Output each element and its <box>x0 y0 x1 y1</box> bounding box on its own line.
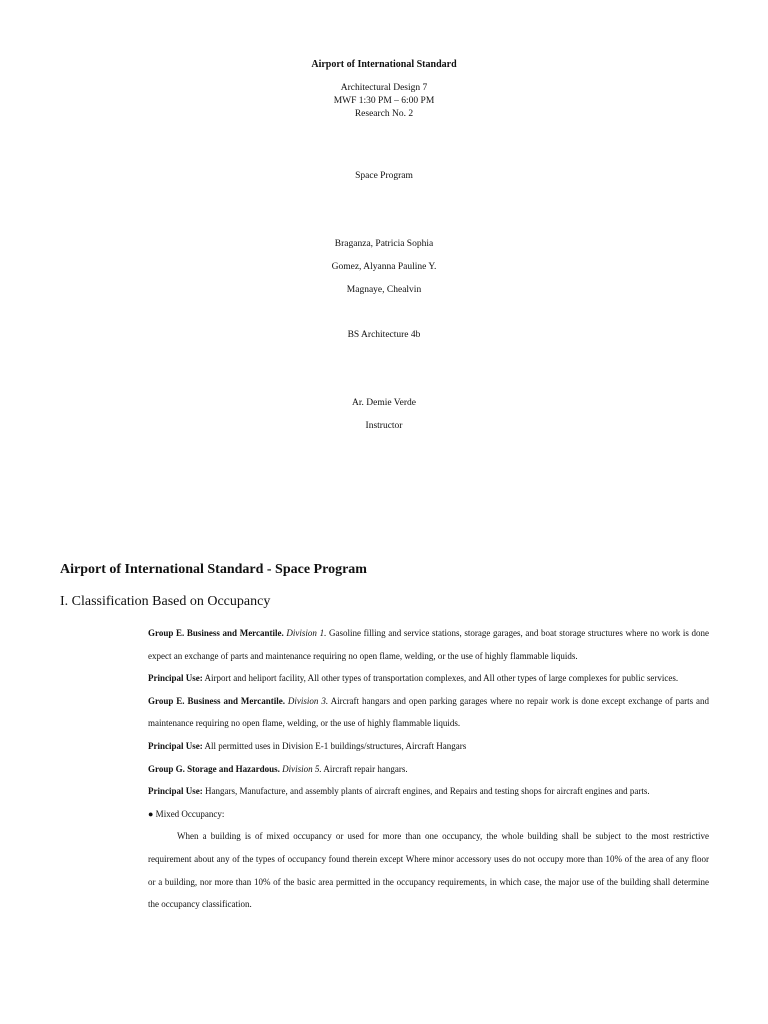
division-label: Division 5. <box>282 763 322 774</box>
instructor-role: Instructor <box>365 421 403 431</box>
section-title: Airport of International Standard - Space Program <box>60 562 367 577</box>
principal-use-label: Principal Use: <box>148 740 203 751</box>
course-schedule: MWF 1:30 PM – 6:00 PM <box>333 96 435 106</box>
paragraph <box>148 667 709 690</box>
author-list <box>0 238 768 307</box>
course-name: Architectural Design 7 <box>340 83 428 93</box>
division-label: Division 1. <box>286 628 327 638</box>
paragraph-text: Hangars, Manufacture, and assembly plants of aircraft engines, and Repairs and testing shops for aircraft engines and parts. <box>202 786 650 797</box>
body-content <box>148 622 709 916</box>
paragraph <box>148 758 709 781</box>
instructor-name: Ar. Demie Verde <box>352 398 416 408</box>
cover-subtitle: Space Program <box>355 171 413 181</box>
principal-use-label: Principal Use: <box>148 786 203 797</box>
section-heading: I. Classification Based on Occupancy <box>60 594 271 609</box>
paragraph <box>148 622 709 667</box>
bullet-item: ● Mixed Occupancy: <box>148 808 225 819</box>
author-name: Braganza, Patricia Sophia <box>334 239 434 249</box>
paragraph: When a building is of mixed occupancy or used for more than one occupancy, the whole building shall be subject to the most restrictive requirement about any of the types of occupancy found therein except Where minor accessory uses do not occupy more than 10% of the area of any floor or a building, nor more than 10% of the basic area permitted in the occupancy requirements, in which case, the major use of the building shall determine the occupancy classification. <box>148 831 709 910</box>
author-name: Magnaye, Chealvin <box>346 285 422 295</box>
group-label: Group E. Business and Mercantile. <box>148 628 284 638</box>
principal-use-label: Principal Use: <box>148 673 203 684</box>
paragraph <box>148 735 709 758</box>
course-block <box>0 82 768 121</box>
group-label: Group E. Business and Mercantile. <box>148 695 285 706</box>
group-label: Group G. Storage and Hazardous. <box>148 763 280 774</box>
paragraph-text: Aircraft repair hangars. <box>321 763 408 774</box>
paragraph-text: Airport and heliport facility, All other types of transportation complexes, and All other types of large complexes for public services. <box>202 673 679 684</box>
paragraph <box>148 690 709 735</box>
cover-title: Airport of International Standard <box>311 59 457 70</box>
paragraph <box>148 780 709 803</box>
instructor-block <box>0 397 768 443</box>
author-name: Gomez, Alyanna Pauline Y. <box>331 262 437 272</box>
degree-program: BS Architecture 4b <box>347 330 421 340</box>
paragraph-text: All permitted uses in Division E-1 buildings/structures, Aircraft Hangars <box>202 740 467 751</box>
research-number: Research No. 2 <box>354 109 414 119</box>
division-label: Division 3. <box>287 695 329 706</box>
paragraph-text: Gasoline filling and service stations, storage garages, and boat storage structures where no work is done expect an exchange of parts and maintenance requiring no open flame, welding, or the use of highly flammable liquids. <box>148 628 710 661</box>
paragraph-text: Aircraft hangars and open parking garages where no repair work is done except exchange of parts and maintenance requiring no open flame, welding, or the use of highly flammable liquids. <box>148 695 710 729</box>
